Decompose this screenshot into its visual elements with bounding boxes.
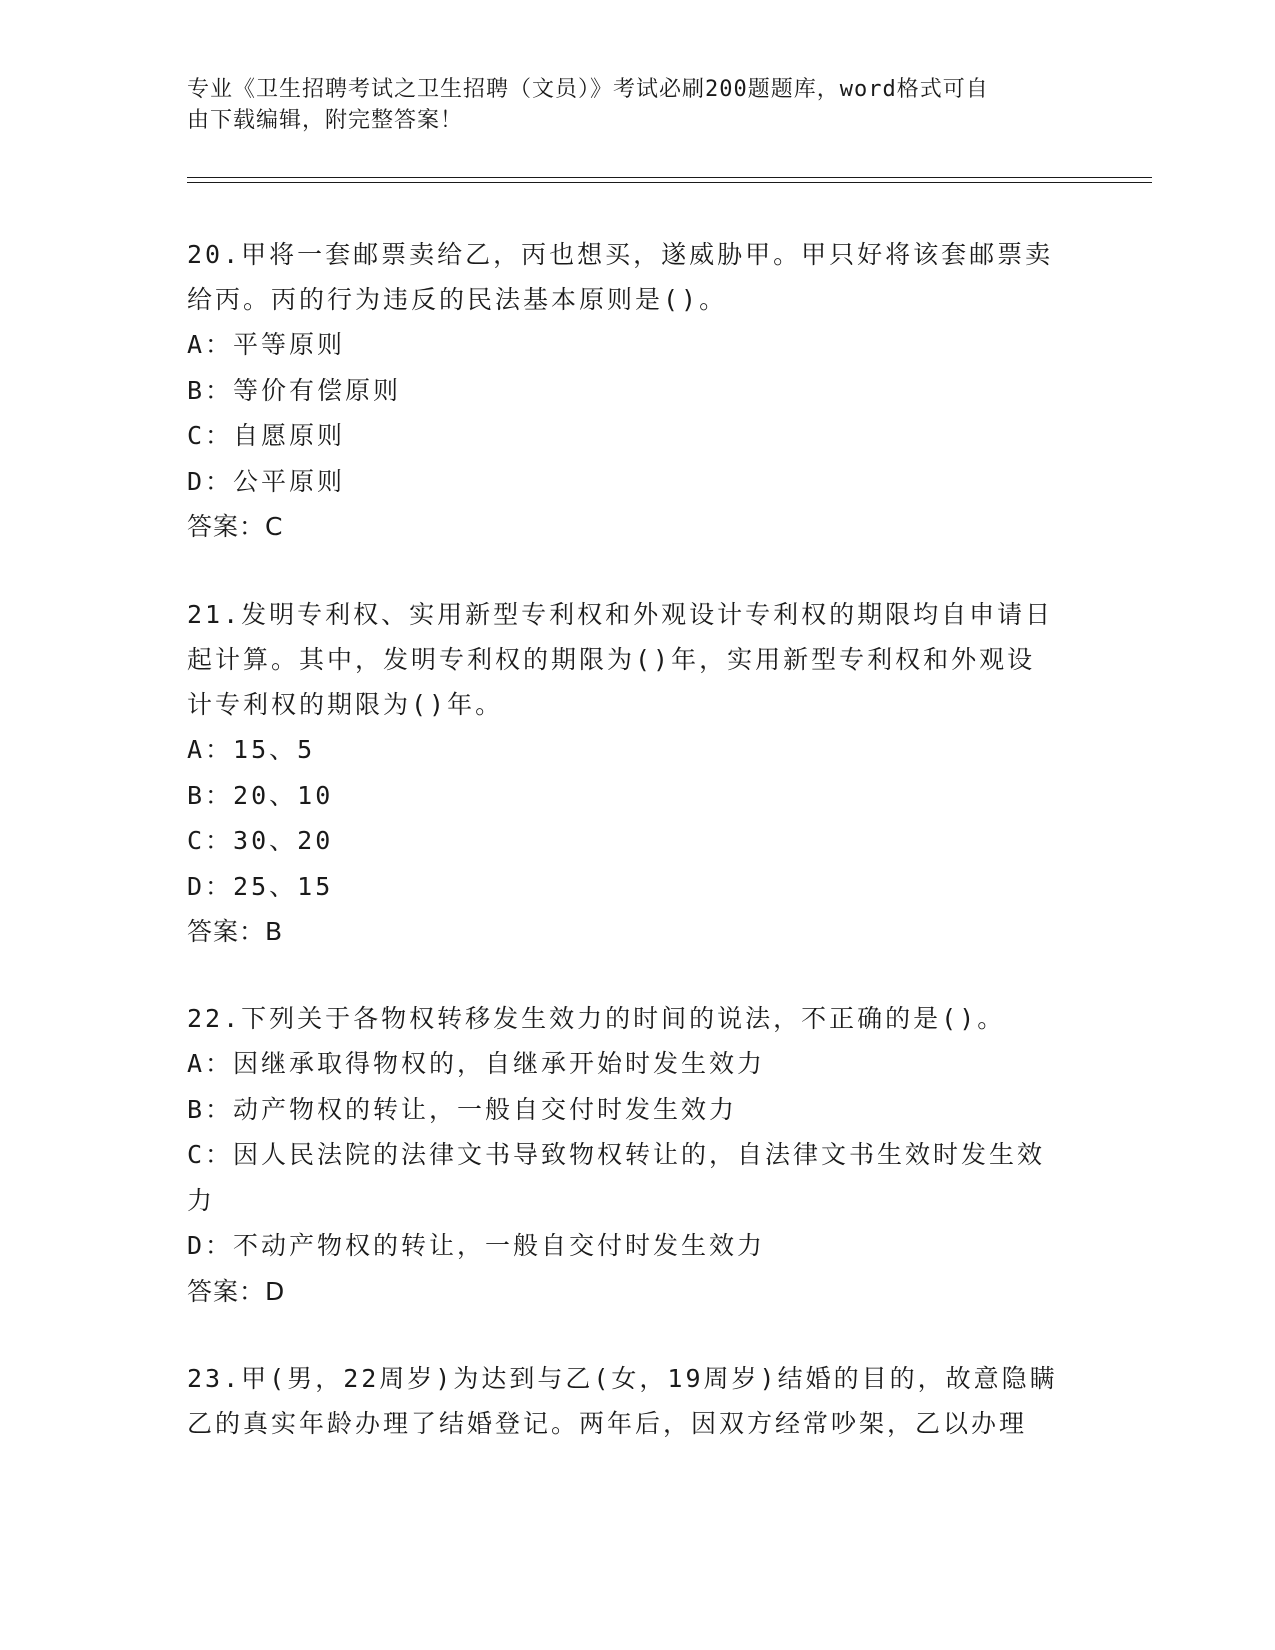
question-21: [187, 592, 1077, 954]
header-divider-top: [187, 177, 1152, 178]
question-stem: [187, 1356, 1077, 1446]
option-b: B：20、10: [187, 780, 334, 810]
header-line-2: 由下载编辑，附完整答案！: [187, 108, 464, 133]
stem-line: 起计算。其中，发明专利权的期限为()年，实用新型专利权和外观设: [187, 645, 1036, 674]
answer: 答案：D: [187, 1276, 286, 1306]
question-stem: [187, 996, 1077, 1041]
option-b: B：等价有偿原则: [187, 375, 402, 405]
document-header: [187, 74, 1067, 136]
question-stem: [187, 232, 1077, 322]
option-a: A：15、5: [187, 735, 316, 764]
option-a: A：平等原则: [187, 330, 346, 359]
option-list: [187, 1041, 1077, 1269]
option-d: D：不动产物权的转让，一般自交付时发生效力: [187, 1231, 766, 1260]
stem-line: 乙的真实年龄办理了结婚登记。两年后，因双方经常吵架，乙以办理: [187, 1409, 1028, 1438]
header-divider-bottom: [187, 182, 1152, 183]
stem-line: 给丙。丙的行为违反的民法基本原则是()。: [187, 285, 728, 314]
option-d: D：公平原则: [187, 466, 346, 496]
stem-line: 20.甲将一套邮票卖给乙，丙也想买，遂威胁甲。甲只好将该套邮票卖: [187, 240, 1054, 269]
header-line-1: 专业《卫生招聘考试之卫生招聘（文员）》考试必刷200题题库，word格式可自: [187, 77, 989, 102]
option-b: B：动产物权的转让，一般自交付时发生效力: [187, 1094, 738, 1124]
option-d: D：25、15: [187, 871, 334, 901]
question-stem: [187, 592, 1077, 727]
question-22: [187, 996, 1077, 1314]
stem-line: 21.发明专利权、实用新型专利权和外观设计专利权的期限均自申请日: [187, 600, 1054, 629]
question-20: [187, 232, 1077, 549]
stem-line: 计专利权的期限为()年。: [187, 690, 504, 719]
option-c-continued: 力: [187, 1185, 216, 1215]
option-c: C：30、20: [187, 826, 334, 855]
option-list: [187, 727, 1077, 909]
option-list: [187, 322, 1077, 504]
option-c: C：自愿原则: [187, 421, 346, 450]
question-23: [187, 1356, 1077, 1446]
stem-line: 23.甲(男，22周岁)为达到与乙(女，19周岁)结婚的目的，故意隐瞒: [187, 1364, 1058, 1393]
answer: 答案：B: [187, 917, 284, 946]
stem-line: 22.下列关于各物权转移发生效力的时间的说法，不正确的是()。: [187, 1004, 1006, 1033]
answer: 答案：C: [187, 512, 284, 541]
option-c: C：因人民法院的法律文书导致物权转让的，自法律文书生效时发生效: [187, 1140, 1046, 1169]
option-a: A：因继承取得物权的，自继承开始时发生效力: [187, 1049, 766, 1078]
